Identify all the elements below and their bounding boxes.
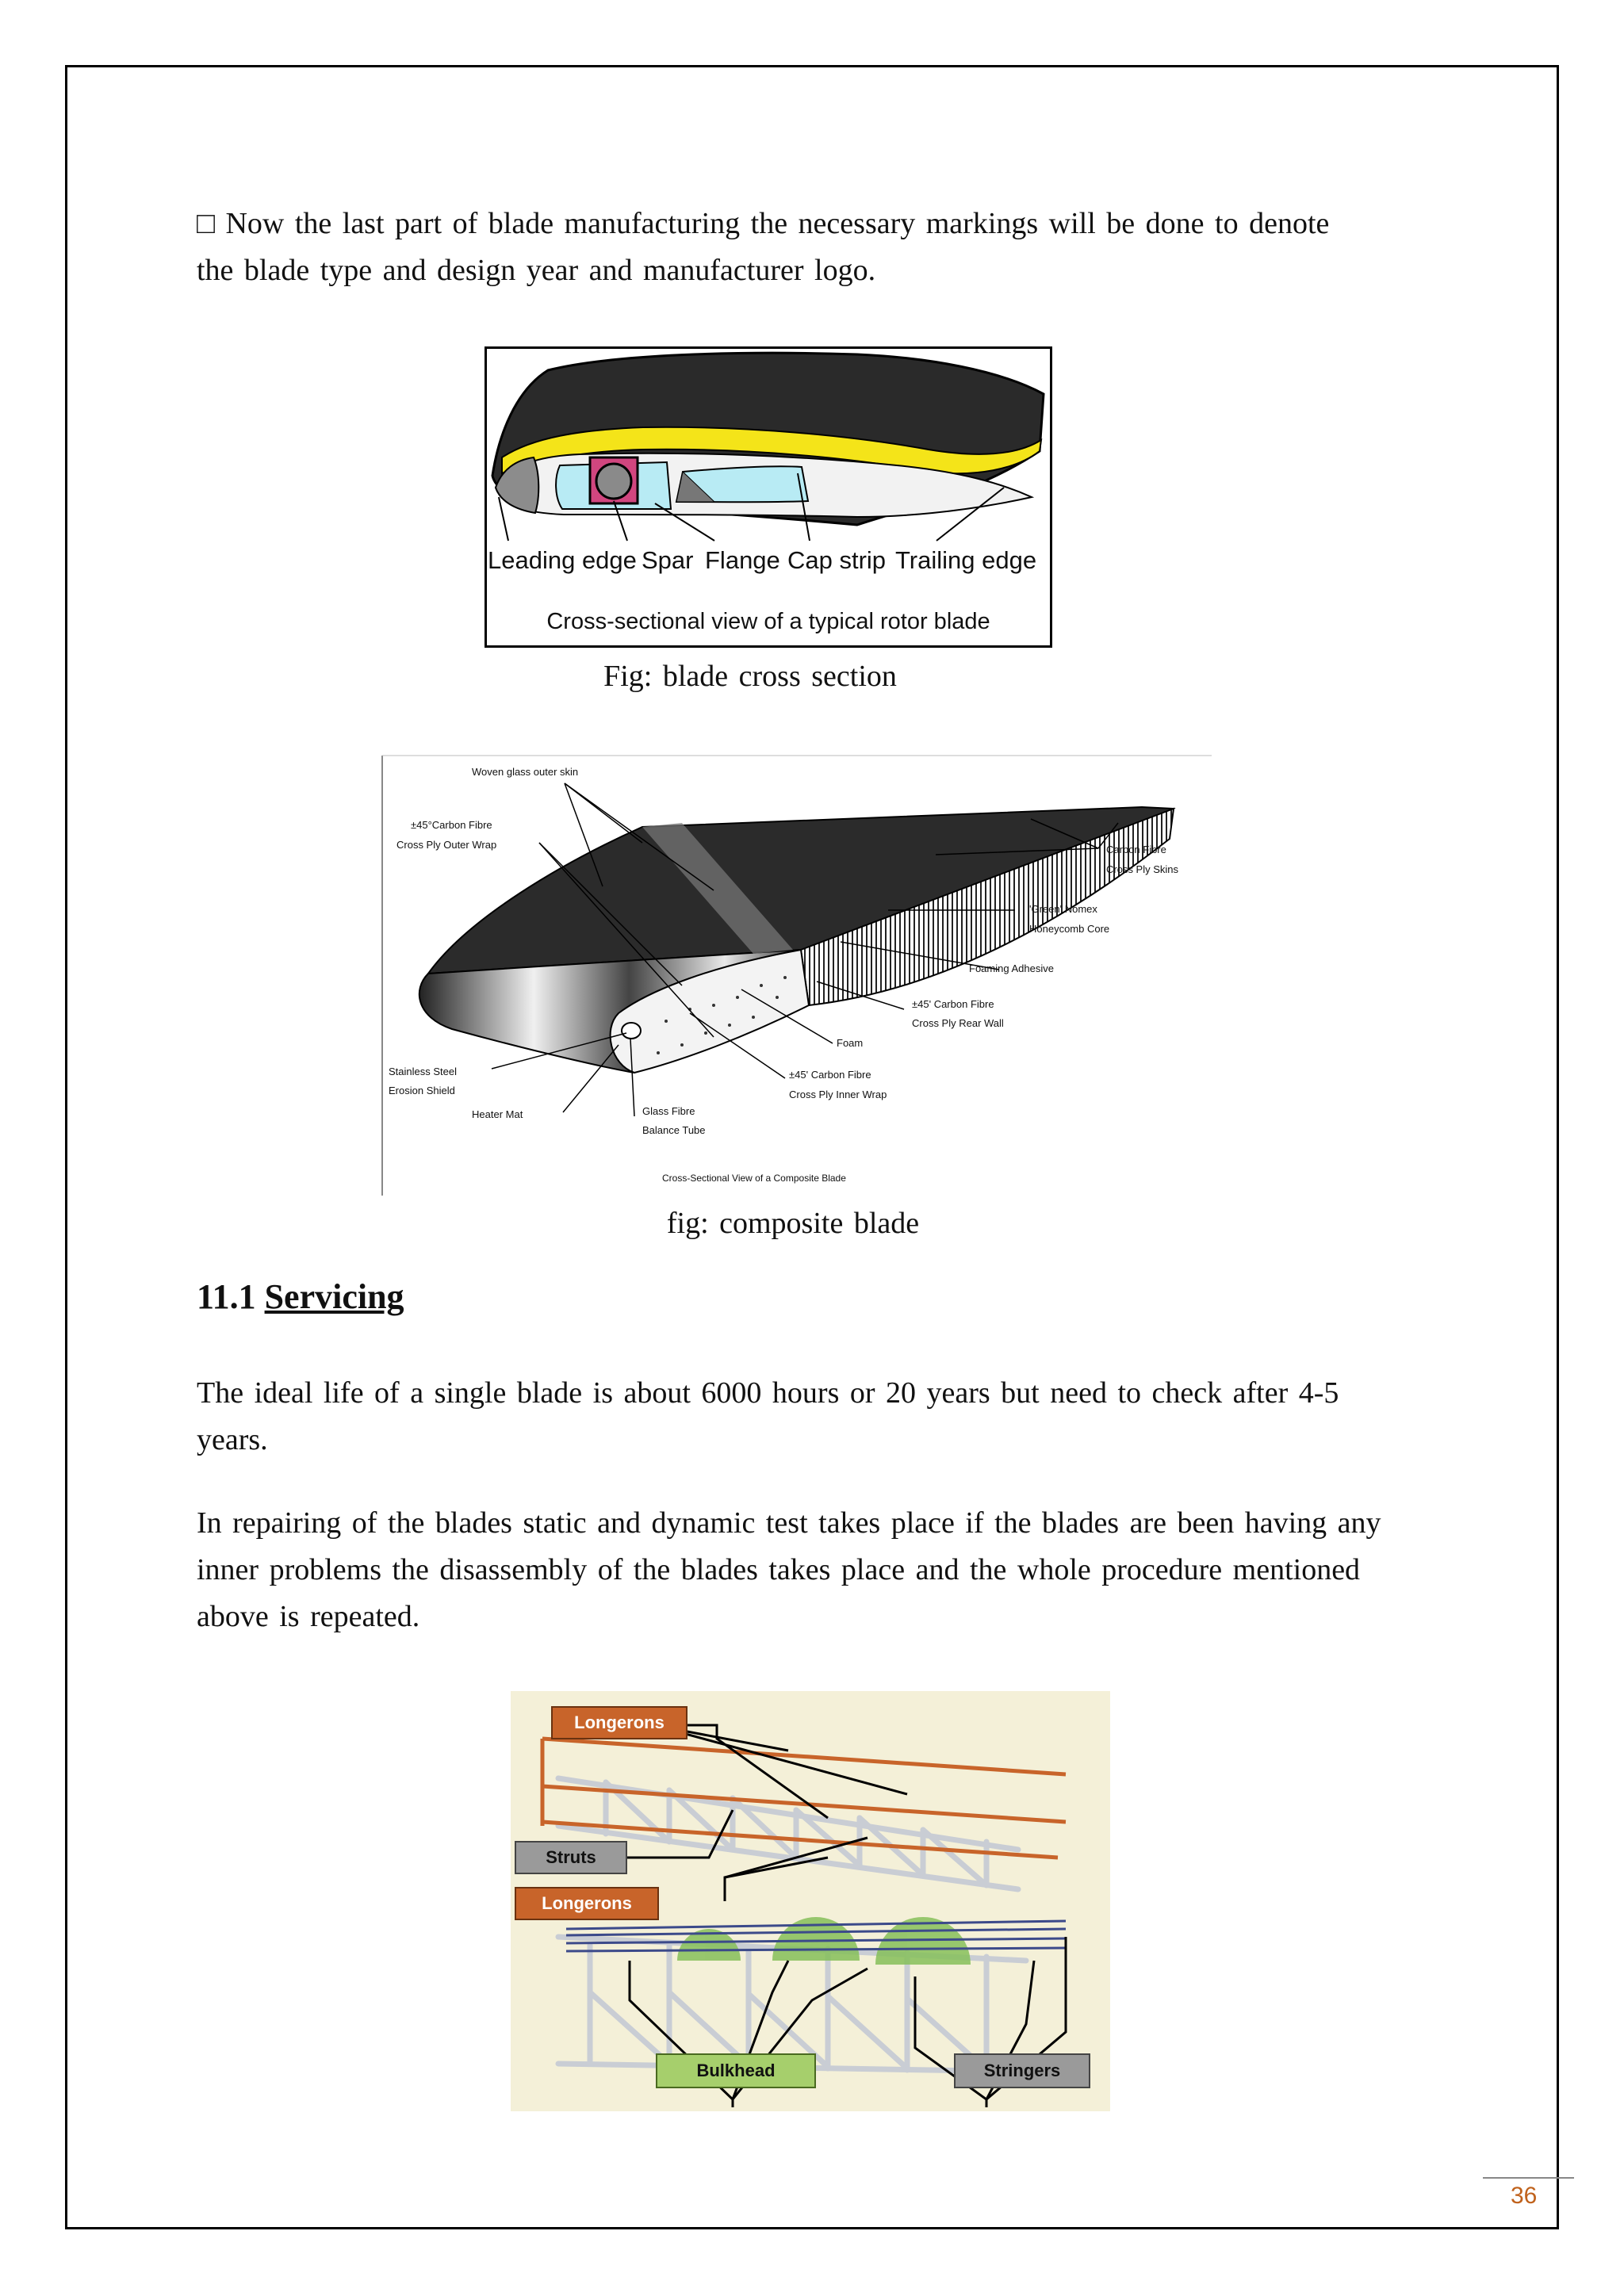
label-inner-wrap-2: Cross Ply Inner Wrap [789, 1089, 887, 1100]
label-rear-wall-1: ±45' Carbon Fibre [912, 998, 994, 1010]
figure1-inner-title: Cross-sectional view of a typical rotor blade [546, 609, 990, 634]
intro-paragraph [197, 201, 1434, 294]
label-inner-wrap-1: ±45' Carbon Fibre [789, 1069, 871, 1081]
figure1-caption: Fig: blade cross section [603, 660, 897, 693]
section-heading [197, 1276, 404, 1317]
label-glass-tube-2: Balance Tube [642, 1124, 706, 1136]
tag-stringers: Stringers [983, 2061, 1061, 2080]
fuselage-structure-figure [511, 1691, 1110, 2111]
label-foaming-adhesive: Foaming Adhesive [969, 962, 1054, 974]
label-nomex-2: Honeycomb Core [1029, 923, 1110, 935]
section-number: 11.1 [197, 1277, 256, 1316]
label-nomex-1: 'Green' Nomex [1029, 903, 1097, 915]
para1-line-2: years. [197, 1423, 268, 1456]
blade-cross-section-figure [485, 346, 1052, 648]
label-spar: Spar [642, 546, 694, 574]
tag-struts: Struts [546, 1847, 596, 1867]
page-number: 36 [1511, 2183, 1538, 2209]
para1-line-1: The ideal life of a single blade is about 6000 hours or 20 years but need to check after 4-5 [197, 1376, 1339, 1410]
intro-line-2: the blade type and design year and manufacturer logo. [197, 254, 876, 287]
tag-longerons-top: Longerons [574, 1712, 665, 1732]
section-title: Servicing [264, 1277, 404, 1316]
label-steel-1: Stainless Steel [389, 1066, 457, 1077]
life-paragraph [197, 1370, 1434, 1464]
label-woven-glass: Woven glass outer skin [472, 766, 579, 778]
label-rear-wall-2: Cross Ply Rear Wall [912, 1017, 1004, 1029]
label-carbon-skins-2: Cross Ply Skins [1106, 863, 1179, 875]
composite-blade-figure [381, 752, 1213, 1200]
tag-bulkhead: Bulkhead [696, 2061, 776, 2080]
label-steel-2: Erosion Shield [389, 1085, 455, 1096]
intro-line-1: Now the last part of blade manufacturing the necessary markings will be done to denote [225, 207, 1330, 240]
label-foam: Foam [837, 1037, 864, 1049]
para2-line-1: In repairing of the blades static and dynamic test takes place if the blades are been having any [197, 1506, 1381, 1540]
label-carbon-outer-1: ±45°Carbon Fibre [411, 819, 492, 831]
bullet-glyph: □ [197, 207, 215, 240]
label-carbon-skins-1: Carbon Fibre [1106, 844, 1166, 855]
label-trailing-edge: Trailing edge [895, 546, 1037, 574]
page-number-rule [1483, 2177, 1574, 2179]
label-carbon-outer-2: Cross Ply Outer Wrap [396, 839, 497, 851]
figure2-inner-title: Cross-Sectional View of a Composite Blade [662, 1173, 846, 1184]
label-glass-tube-1: Glass Fibre [642, 1105, 695, 1117]
label-leading-edge: Leading edge [488, 546, 637, 574]
label-flange: Flange [705, 546, 780, 574]
repair-paragraph [197, 1500, 1434, 1640]
label-heater-mat: Heater Mat [472, 1108, 523, 1120]
para2-line-3: above is repeated. [197, 1600, 420, 1633]
figure2-caption: fig: composite blade [666, 1207, 920, 1240]
label-cap-strip: Cap strip [787, 546, 887, 574]
para2-line-2: inner problems the disassembly of the blades takes place and the whole procedure mentioned [197, 1553, 1361, 1586]
tag-longerons-bottom: Longerons [542, 1893, 632, 1913]
